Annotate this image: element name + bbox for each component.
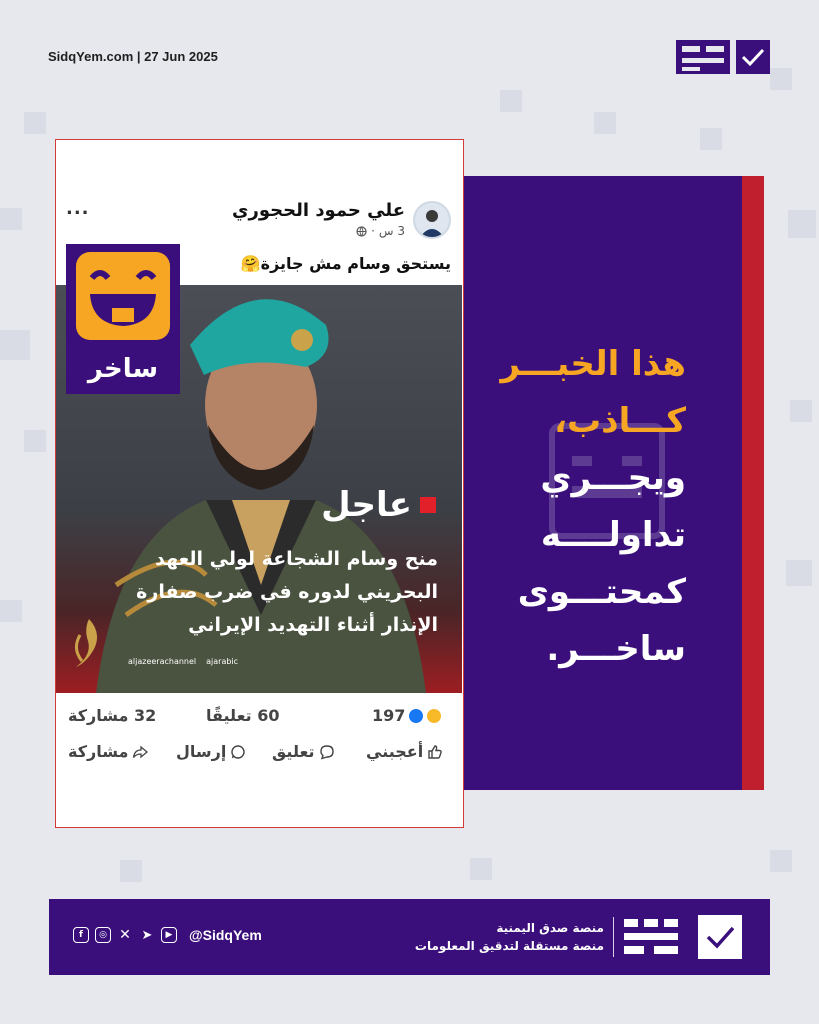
comment-icon	[319, 744, 335, 760]
accent-strip	[742, 176, 764, 790]
bg-pixel	[120, 860, 142, 882]
post-meta	[356, 224, 405, 238]
comment-button[interactable]	[272, 742, 335, 761]
bg-pixel	[24, 112, 46, 134]
site-date: SidqYem.com | 27 Jun 2025	[48, 49, 218, 64]
more-options-button[interactable]: ...	[66, 198, 90, 219]
instagram-icon[interactable]: ◎	[95, 927, 111, 943]
share-label: مشاركة	[68, 742, 129, 761]
platform-name: منصة صدق اليمنية	[496, 921, 604, 935]
comments-count[interactable]: 60 تعليقًا	[206, 706, 280, 725]
youtube-icon[interactable]: ▶	[161, 927, 177, 943]
post-actions	[66, 740, 451, 766]
laughing-face-icon	[76, 252, 170, 340]
thumbs-up-icon	[427, 744, 443, 760]
telegram-icon[interactable]: ➤	[141, 927, 153, 943]
bg-pixel	[788, 210, 816, 238]
sidq-footer-logo	[624, 913, 742, 961]
bg-pixel	[470, 858, 492, 880]
bg-pixel	[594, 112, 616, 134]
social-links	[73, 927, 262, 943]
post-author[interactable]: علي حمود الحجوري	[232, 200, 405, 221]
social-handle[interactable]: @SidqYem	[189, 927, 262, 943]
breaking-square-icon	[420, 497, 436, 513]
bg-pixel	[770, 68, 792, 90]
footer-bar	[49, 899, 770, 975]
reactions-count[interactable]	[372, 706, 441, 725]
news-headline: منح وسام الشجاعة لولي العهد البحريني لدوره في ضرب صفارة الإنذار أثناء التهديد الإيراني	[136, 548, 438, 636]
share-arrow-icon	[132, 744, 148, 760]
reactions-bar	[66, 704, 451, 730]
whatsapp-icon	[230, 744, 246, 760]
verdict-line: هذا الخبـــر	[500, 344, 686, 384]
verdict-line: تداولــــه	[540, 515, 686, 555]
post-header	[66, 198, 451, 248]
verdict-line: ساخـــر.	[546, 629, 686, 669]
channel-handle: ajarabic	[206, 657, 239, 666]
breaking-text: عاجل	[321, 485, 412, 525]
bg-pixel	[790, 400, 812, 422]
verdict-panel	[462, 176, 742, 790]
like-button[interactable]	[366, 742, 443, 761]
like-label: أعجبني	[366, 742, 424, 761]
bg-pixel	[24, 430, 46, 452]
platform-tagline: منصة مستقلة لتدقيق المعلومات	[414, 939, 604, 953]
bg-pixel	[786, 560, 812, 586]
bg-pixel	[500, 90, 522, 112]
reactions-number: 197	[372, 706, 406, 725]
footer-divider	[613, 917, 614, 957]
post-text: يستحق وسام مش جايزة🤗	[240, 254, 451, 273]
facebook-post-card	[55, 139, 464, 828]
haha-reaction-icon	[427, 709, 441, 723]
share-button[interactable]	[68, 742, 148, 761]
breaking-label	[321, 485, 436, 525]
verdict-line: كمحتـــوى	[517, 572, 686, 612]
bg-pixel	[0, 600, 22, 622]
bg-pixel	[770, 850, 792, 872]
satire-badge	[66, 244, 180, 394]
send-button[interactable]	[176, 742, 246, 761]
like-reaction-icon	[409, 709, 423, 723]
bg-pixel	[0, 208, 22, 230]
send-label: إرسال	[176, 742, 227, 761]
aljazeera-logo-icon	[70, 615, 108, 671]
comment-label: تعليق	[272, 742, 315, 761]
verdict-line: ويجـــري	[540, 458, 686, 498]
globe-icon	[356, 226, 367, 237]
x-twitter-icon[interactable]: ✕	[119, 927, 131, 943]
facebook-icon[interactable]: f	[73, 927, 89, 943]
bg-pixel	[700, 128, 722, 150]
shares-count[interactable]: 32 مشاركة	[68, 706, 157, 725]
post-time[interactable]: 3 س	[378, 224, 405, 238]
avatar[interactable]	[413, 201, 451, 239]
channel-handles	[128, 657, 238, 666]
sidq-logo	[676, 38, 770, 76]
person-icon	[415, 203, 449, 237]
footer-platform-name	[415, 919, 604, 955]
dot-separator-icon: ·	[371, 224, 375, 238]
bg-pixel	[0, 330, 30, 360]
satire-label: ساخر	[87, 354, 159, 384]
verdict-text	[466, 336, 686, 678]
channel-handle: aljazeerachannel	[128, 657, 197, 666]
verdict-line: كـــاذب،	[554, 401, 686, 441]
